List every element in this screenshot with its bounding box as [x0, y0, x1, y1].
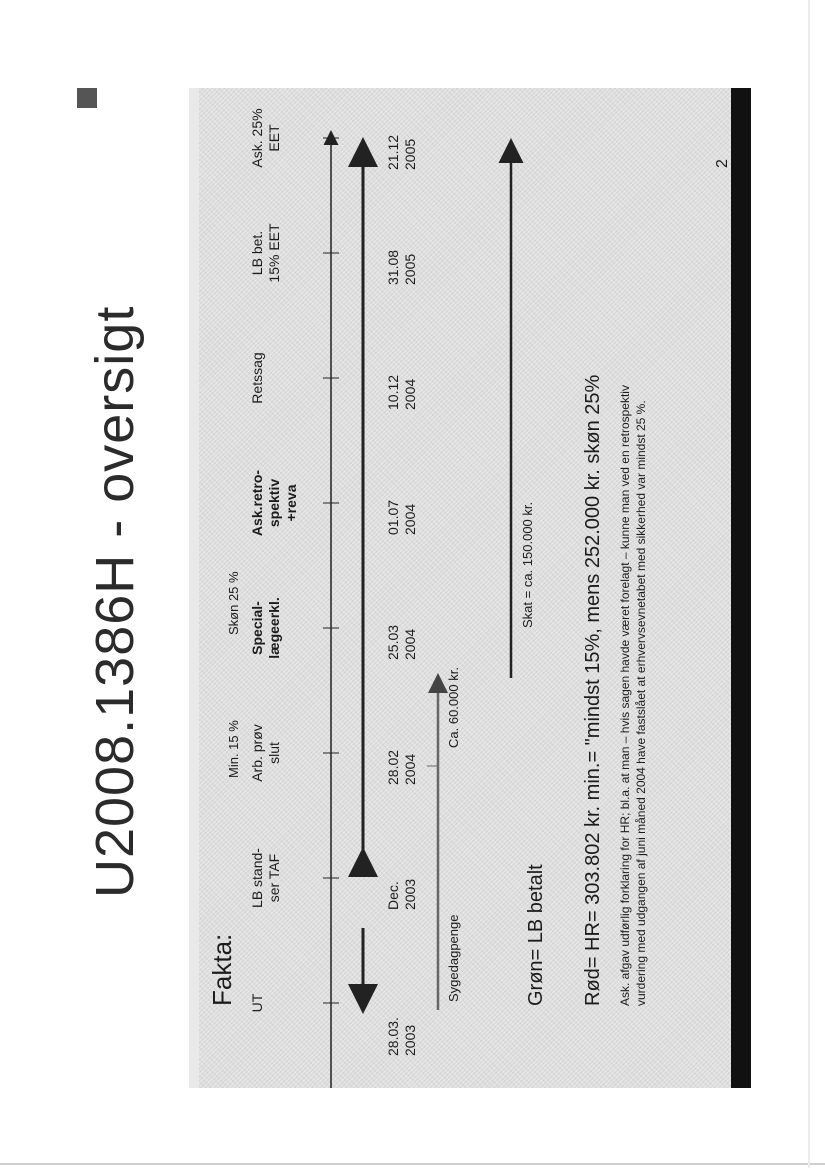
- event-date-day: 28.02: [385, 749, 401, 785]
- event-date: [385, 879, 419, 910]
- fakta-heading: Fakta:: [207, 933, 237, 1006]
- event-date-year: 2005: [402, 138, 418, 170]
- event-date-day: 10.12: [385, 374, 401, 410]
- event-date-year: 2004: [402, 753, 418, 785]
- event-date-year: 2004: [402, 628, 418, 660]
- event-date: [385, 375, 419, 410]
- event-label: Ask. 25% EET: [249, 108, 282, 168]
- slide: [85, 88, 751, 1088]
- event-date-day: 21.12: [385, 134, 401, 170]
- event-date-day: 25.03: [385, 624, 401, 660]
- event-label: Arb. prøv slut: [249, 724, 282, 782]
- skat-label: Skat = ca. 150.000 kr.: [520, 501, 535, 628]
- document-title: U2008.1386H - oversigt: [85, 305, 145, 898]
- ask-note-line-2: vurdering med udgangen af juni måned 2004 have fastslået at erhvervsevnetabet med sikkerhed var mindst 25 %.: [634, 400, 648, 1006]
- page-number: 2: [714, 159, 731, 168]
- sygedagpenge-label: Sygedagpenge: [446, 914, 461, 1002]
- event-date: [385, 750, 419, 785]
- skon25-label: Skøn 25 %: [226, 571, 241, 635]
- event-date-year: 2003: [402, 1024, 418, 1056]
- event-date-year: 2004: [402, 378, 418, 410]
- event-date-year: 2003: [402, 878, 418, 910]
- corner-square-mark: [77, 88, 97, 108]
- min15-label: Min. 15 %: [226, 720, 241, 778]
- event-label: LB bet. 15% EET: [249, 223, 282, 283]
- event-label: LB stand- ser TAF: [249, 848, 282, 908]
- ask-note-line-1: Ask. afgav udførlig forklaring for HR; bl.a. at man – hvis sagen havde været forelagt – kunne man ved en retrospektiv: [618, 385, 632, 1006]
- red-legend: Rød= HR= 303.802 kr. min.= "mindst 15%, mens 252.000 kr. skøn 25%: [582, 374, 604, 1006]
- event-date-day: 31.08: [385, 249, 401, 285]
- event-label: UT: [249, 993, 265, 1013]
- event-label: Special- lægeerkl.: [249, 597, 282, 659]
- green-legend: Grøn= LB betalt: [525, 864, 547, 1006]
- event-date: [385, 625, 419, 660]
- ca60000-label: Ca. 60.000 kr.: [446, 667, 461, 748]
- event-date: [385, 135, 419, 170]
- event-date: [385, 500, 419, 535]
- event-label: Retssag: [249, 352, 265, 404]
- event-date-year: 2005: [402, 253, 418, 285]
- event-label: Ask.retro- spektiv +reva: [249, 469, 299, 537]
- event-date-day: Dec.: [385, 881, 401, 910]
- ask-note: [617, 385, 649, 1006]
- event-date-day: 01.07: [385, 499, 401, 535]
- event-date-day: 28.03.: [385, 1017, 401, 1056]
- event-date: [385, 1017, 419, 1056]
- scan-page-edge: [0, 1163, 825, 1165]
- scan-right-edge: [808, 0, 810, 1168]
- event-date-year: 2004: [402, 503, 418, 535]
- event-date: [385, 250, 419, 285]
